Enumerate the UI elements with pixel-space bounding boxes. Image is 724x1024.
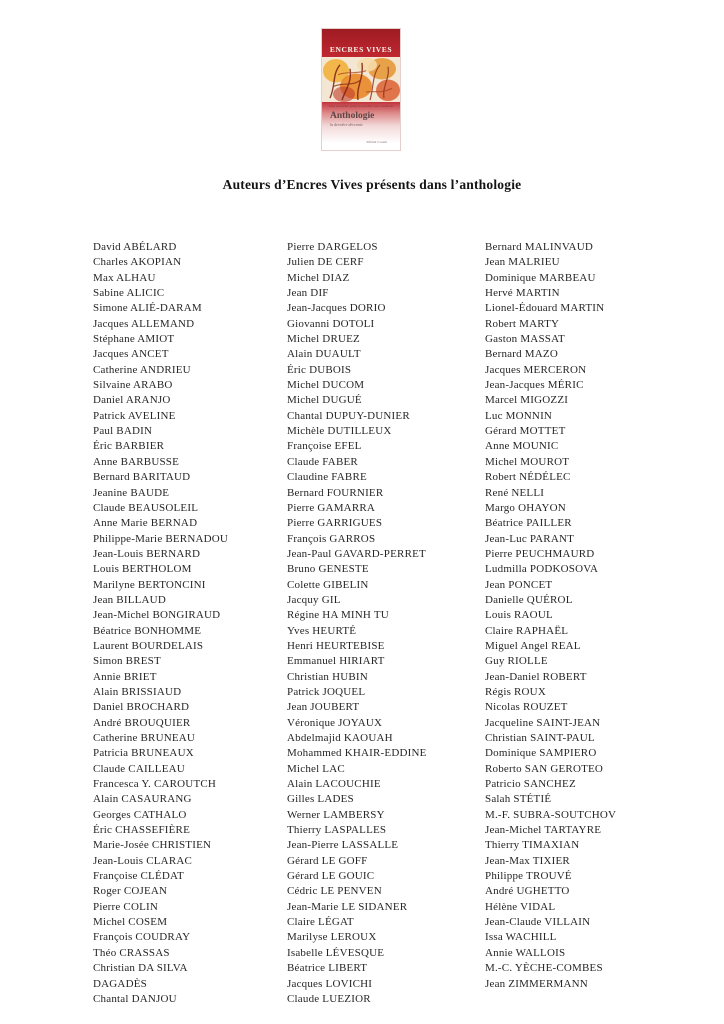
author-name: Béatrice BONHOMME [93, 624, 202, 637]
author-name: Éric CHASSEFIÈRE [93, 824, 191, 837]
author-name: Marilyse LEROUX [287, 931, 377, 944]
author-name: Jean-Marie LE SIDANER [287, 900, 408, 913]
author-name: Jean-Pierre LASSALLE [287, 839, 399, 852]
author-name: Giovanni DOTOLI [287, 317, 375, 330]
author-name: Sabine ALICIC [93, 287, 165, 300]
author-name: Anne BARBUSSE [93, 455, 180, 468]
author-name: Michel MOUROT [485, 455, 570, 468]
author-name: Werner LAMBERSY [287, 808, 385, 821]
author-name: David ABÉLARD [93, 241, 177, 253]
author-name: Alain LACOUCHIE [287, 778, 381, 791]
author-name: Chantal DUPUY-DUNIER [287, 409, 410, 422]
author-name: Régine HA MINH TU [287, 609, 389, 622]
author-name: Bernard MALINVAUD [485, 241, 593, 253]
author-name: Christian DA SILVA [93, 962, 188, 975]
author-name: Margo OHAYON [485, 501, 566, 514]
cover-imprint: Michel Cosem [366, 140, 387, 145]
author-name: Dominique MARBEAU [485, 271, 596, 284]
author-name: Jacques ALLEMAND [93, 317, 195, 330]
author-name: Daniel BROCHARD [93, 701, 190, 714]
author-name: Annie BRIET [93, 670, 157, 683]
author-name: Jean-Louis CLARAC [93, 854, 193, 867]
author-name: Chantal DANJOU [93, 992, 177, 1005]
author-name: Hervé MARTIN [485, 287, 560, 300]
author-name: Marcel MIGOZZI [485, 394, 569, 407]
author-name: Jean-Michel TARTAYRE [485, 824, 602, 837]
author-name: Francesca Y. CAROUTCH [93, 778, 217, 791]
cover-artwork-image [322, 57, 400, 102]
author-name: Michel COSEM [93, 916, 168, 929]
author-name: Catherine BRUNEAU [93, 732, 196, 744]
author-name: Béatrice LIBERT [287, 962, 368, 975]
author-name: Jean MALRIEU [485, 256, 560, 269]
author-name: Michel DRUEZ [287, 333, 360, 346]
author-name: Michel DUCOM [287, 379, 365, 392]
author-name: Bernard BARITAUD [93, 471, 191, 484]
author-name: Christian SAINT-PAUL [485, 732, 595, 744]
author-name: Issa WACHILL [485, 931, 557, 944]
authors-column-2 [287, 240, 427, 1007]
author-name: Daniel ARANJO [93, 394, 171, 407]
author-name: Claire LÉGAT [287, 916, 354, 929]
author-name: Gérard LE GOFF [287, 854, 368, 867]
author-name: Simone ALIÉ-DARAM [93, 302, 202, 315]
author-name: Lionel-Édouard MARTIN [485, 302, 605, 315]
author-name: Guy RIOLLE [485, 655, 548, 668]
author-name: Stéphane AMIOT [93, 333, 175, 346]
author-name: Jean-Michel BONGIRAUD [93, 609, 221, 622]
author-name: Gérard LE GOUIC [287, 870, 375, 883]
author-name: Claudine FABRE [287, 471, 367, 484]
author-name: Michel DUGUÉ [287, 394, 362, 407]
author-name: Jean BILLAUD [93, 593, 166, 606]
author-name: Alain DUAULT [287, 348, 361, 361]
authors-column-3 [485, 240, 616, 992]
author-name: Miguel Angel REAL [485, 639, 581, 652]
author-name: Jean PONCET [485, 578, 553, 591]
author-name: Jacques MERCERON [485, 363, 587, 376]
author-name: Marilyne BERTONCINI [93, 578, 206, 591]
author-name: Hélène VIDAL [485, 900, 556, 913]
author-name: André BROUQUIER [93, 716, 191, 729]
author-name: Silvaine ARABO [93, 379, 173, 392]
author-name: Georges CATHALO [93, 808, 187, 821]
author-name: René NELLI [485, 486, 545, 499]
author-name: Régis ROUX [485, 685, 546, 698]
cover-subtitle: la dernière décennie [330, 122, 363, 128]
cover-lower-panel [322, 102, 400, 150]
author-name: Jean-Jacques MÉRIC [485, 379, 584, 392]
author-name: Bruno GENESTE [287, 563, 369, 576]
cover-red-band [322, 29, 400, 57]
author-name: Jean-Louis BERNARD [93, 547, 201, 560]
cover-masthead: ENCRES VIVES [329, 44, 393, 54]
author-name: Christian HUBIN [287, 670, 368, 683]
author-name: Laurent BOURDELAIS [93, 639, 204, 652]
authors-column-1 [93, 240, 228, 1007]
author-name: Jean ZIMMERMANN [485, 977, 588, 990]
author-name: Patrick JOQUEL [287, 685, 366, 698]
author-name: Claude CAILLEAU [93, 762, 185, 775]
author-name: Jean-Daniel ROBERT [485, 670, 587, 683]
author-name: Annie WALLOIS [485, 946, 566, 959]
author-name: Michel DIAZ [287, 271, 350, 284]
author-name: Louis BERTHOLOM [93, 563, 192, 576]
author-name: Jacquy GIL [287, 593, 341, 606]
author-name: Jacques ANCET [93, 348, 169, 361]
author-name: Philippe TROUVÉ [485, 870, 572, 883]
author-name: Bernard MAZO [485, 348, 558, 361]
author-name: Jean JOUBERT [287, 701, 360, 714]
author-name: Éric DUBOIS [287, 363, 352, 376]
author-name: Salah STÉTIÉ [485, 793, 552, 806]
author-name: Béatrice PAILLER [485, 517, 572, 530]
author-name: Véronique JOYAUX [287, 716, 383, 729]
author-name: Théo CRASSAS [93, 946, 170, 959]
author-name: M.-F. SUBRA-SOUTCHOV [485, 808, 617, 821]
author-name: Jean-Max TIXIER [485, 854, 570, 867]
author-name: DAGADÈS [93, 977, 147, 990]
author-name: Henri HEURTEBISE [287, 639, 385, 652]
author-name: Pierre GAMARRA [287, 501, 376, 514]
author-name: Thierry TIMAXIAN [485, 839, 580, 852]
author-name: Jacques LOVICHI [287, 977, 373, 990]
author-name: Anne MOUNIC [485, 440, 559, 453]
cover-title: Anthologie [330, 111, 375, 122]
author-name: François GARROS [287, 532, 376, 545]
author-name: Roger COJEAN [93, 885, 168, 898]
author-name: Jean-Paul GAVARD-PERRET [287, 547, 426, 560]
author-name: Pierre PEUCHMAURD [485, 547, 595, 560]
author-name: Jean-Luc PARANT [485, 532, 575, 545]
author-name: Yves HEURTÉ [287, 624, 357, 637]
author-name: M.-C. YÈCHE-COMBES [485, 962, 603, 975]
author-name: Philippe-Marie BERNADOU [93, 532, 229, 545]
author-name: Jean-Jacques DORIO [287, 302, 386, 315]
author-name: François COUDRAY [93, 931, 191, 944]
author-name: Catherine ANDRIEU [93, 363, 191, 376]
author-name: Louis RAOUL [485, 609, 553, 622]
author-name: Claude LUEZIOR [287, 992, 371, 1005]
author-name: Pierre DARGELOS [287, 241, 378, 253]
author-name: Alain BRISSIAUD [93, 685, 182, 698]
author-name: Mohammed KHAIR-EDDINE [287, 747, 427, 760]
author-name: Roberto SAN GEROTEO [485, 762, 604, 775]
author-name: Patrick AVELINE [93, 409, 176, 422]
author-name: Pierre GARRIGUES [287, 517, 383, 530]
author-name: Charles AKOPIAN [93, 256, 182, 269]
author-name: Jean DIF [287, 287, 329, 300]
author-name: Éric BARBIER [93, 440, 165, 453]
author-name: Jeanine BAUDE [93, 486, 170, 499]
author-name: Jean-Claude VILLAIN [485, 916, 591, 929]
author-name: Françoise EFEL [287, 440, 362, 453]
author-name: Gérard MOTTET [485, 425, 566, 438]
author-name: Claude BEAUSOLEIL [93, 501, 199, 514]
author-name: Françoise CLÉDAT [93, 870, 184, 883]
author-name: Patricia BRUNEAUX [93, 747, 194, 760]
author-name: Abdelmajid KAOUAH [287, 732, 393, 744]
author-name: Paul BADIN [93, 425, 153, 438]
author-name: Claude FABER [287, 455, 358, 468]
author-name: Gaston MASSAT [485, 333, 565, 346]
author-name: Pierre COLIN [93, 900, 159, 913]
cover-tagline: Des recueils pour le poème vers demain [329, 104, 393, 108]
page-title: Auteurs d’Encres Vives présents dans l’anthologie [222, 177, 522, 192]
book-cover [322, 29, 400, 150]
author-name: Max ALHAU [93, 271, 156, 284]
author-name: Isabelle LÉVESQUE [287, 946, 385, 959]
author-name: Luc MONNIN [485, 409, 553, 422]
author-name: Nicolas ROUZET [485, 701, 568, 714]
author-name: Dominique SAMPIERO [485, 747, 597, 760]
author-name: Marie-Josée CHRISTIEN [93, 839, 212, 852]
author-name: Patricio SANCHEZ [485, 778, 576, 791]
author-name: Colette GIBELIN [287, 578, 369, 591]
author-name: Robert MARTY [485, 317, 560, 330]
author-name: Michel LAC [287, 762, 345, 775]
author-name: Simon BREST [93, 655, 161, 668]
author-name: Claire RAPHAËL [485, 624, 569, 637]
author-name: Emmanuel HIRIART [287, 655, 385, 668]
author-name: Danielle QUÉROL [485, 593, 573, 606]
author-name: Thierry LASPALLES [287, 824, 387, 837]
author-name: Gilles LADES [287, 793, 354, 806]
author-name: Julien DE CERF [287, 256, 364, 269]
author-name: Alain CASAURANG [93, 793, 192, 806]
author-name: André UGHETTO [485, 885, 570, 898]
author-name: Michèle DUTILLEUX [287, 425, 392, 438]
author-name: Robert NÉDÉLEC [485, 471, 571, 484]
author-name: Ludmilla PODKOSOVA [485, 563, 599, 576]
author-name: Bernard FOURNIER [287, 486, 384, 499]
author-name: Anne Marie BERNAD [93, 517, 198, 530]
author-name: Jacqueline SAINT-JEAN [485, 716, 601, 729]
author-name: Cédric LE PENVEN [287, 885, 382, 898]
